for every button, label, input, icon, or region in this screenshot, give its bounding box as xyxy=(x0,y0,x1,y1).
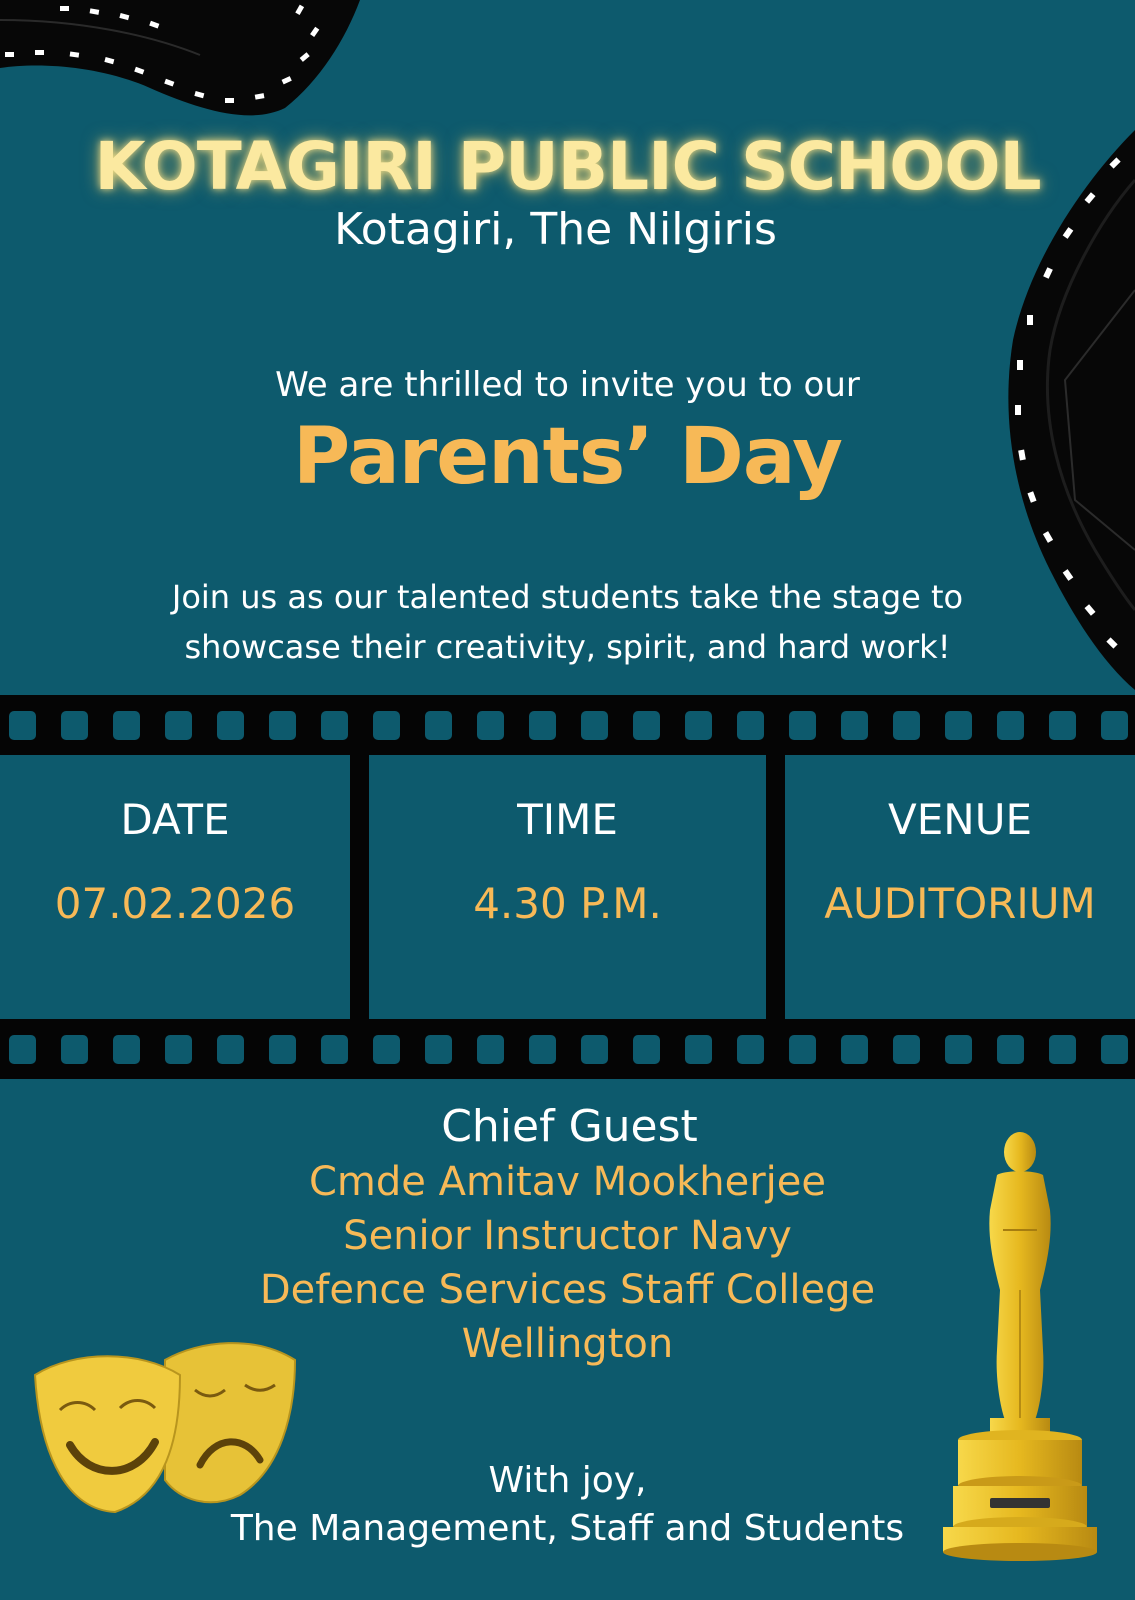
chief-guest-institution: Defence Services Staff College xyxy=(259,1267,876,1313)
venue-label: VENUE xyxy=(888,795,1032,844)
film-perforation xyxy=(737,1035,764,1064)
film-perforation xyxy=(893,1035,920,1064)
time-value: 4.30 P.M. xyxy=(473,879,662,928)
perforation-row-top xyxy=(0,695,1135,755)
film-perforation xyxy=(685,1035,712,1064)
film-perforation xyxy=(61,1035,88,1064)
film-perforation xyxy=(945,1035,972,1064)
detail-frame-time xyxy=(369,755,766,1019)
event-title: Parents’ Day xyxy=(293,412,842,502)
chief-guest-name: Cmde Amitav Mookherjee xyxy=(309,1159,826,1205)
film-perforation xyxy=(685,711,712,740)
film-perforation xyxy=(373,711,400,740)
film-perforation xyxy=(737,711,764,740)
film-perforation xyxy=(997,1035,1024,1064)
film-perforation xyxy=(217,711,244,740)
film-perforation xyxy=(529,1035,556,1064)
film-perforation xyxy=(425,1035,452,1064)
closing-greeting: With joy, xyxy=(488,1460,647,1501)
film-perforation xyxy=(1049,1035,1076,1064)
film-perforation xyxy=(477,1035,504,1064)
theatre-masks-icon xyxy=(30,1330,300,1520)
film-perforation xyxy=(893,711,920,740)
film-perforation xyxy=(789,1035,816,1064)
film-perforation xyxy=(633,1035,660,1064)
film-reel-top-left xyxy=(0,0,380,125)
chief-guest-place: Wellington xyxy=(461,1321,674,1367)
film-perforation xyxy=(1101,1035,1128,1064)
description-line-1: Join us as our talented students take the stage to xyxy=(171,578,964,616)
perforation-row-bottom xyxy=(0,1019,1135,1079)
film-perforation xyxy=(269,711,296,740)
detail-frame-date xyxy=(0,755,350,1019)
film-perforation xyxy=(321,1035,348,1064)
film-perforation xyxy=(9,1035,36,1064)
film-perforation xyxy=(373,1035,400,1064)
description-line-2: showcase their creativity, spirit, and hard work! xyxy=(184,628,951,666)
film-perforation xyxy=(61,711,88,740)
chief-guest-title: Senior Instructor Navy xyxy=(343,1213,792,1259)
invite-intro: We are thrilled to invite you to our xyxy=(275,365,860,405)
closing-signature: The Management, Staff and Students xyxy=(230,1508,905,1549)
film-perforation xyxy=(113,711,140,740)
film-perforation xyxy=(789,711,816,740)
date-value: 07.02.2026 xyxy=(54,879,296,928)
film-perforation xyxy=(633,711,660,740)
film-perforation xyxy=(997,711,1024,740)
film-perforation xyxy=(945,711,972,740)
film-perforation xyxy=(581,1035,608,1064)
film-perforation xyxy=(165,1035,192,1064)
film-perforation xyxy=(1049,711,1076,740)
date-label: DATE xyxy=(120,795,230,844)
film-perforation xyxy=(217,1035,244,1064)
event-description xyxy=(0,572,1135,672)
film-perforation xyxy=(477,711,504,740)
film-perforation xyxy=(529,711,556,740)
award-trophy-icon xyxy=(935,1130,1105,1570)
film-perforation xyxy=(113,1035,140,1064)
school-name: KOTAGIRI PUBLIC SCHOOL xyxy=(94,128,1041,205)
film-strip-details xyxy=(0,695,1135,1079)
venue-value: AUDITORIUM xyxy=(824,879,1096,928)
film-perforation xyxy=(581,711,608,740)
film-perforation xyxy=(165,711,192,740)
film-perforation xyxy=(841,1035,868,1064)
film-perforation xyxy=(9,711,36,740)
film-perforation xyxy=(269,1035,296,1064)
film-perforation xyxy=(321,711,348,740)
film-perforation xyxy=(841,711,868,740)
time-label: TIME xyxy=(517,795,618,844)
school-location: Kotagiri, The Nilgiris xyxy=(334,204,777,255)
film-perforation xyxy=(1101,711,1128,740)
chief-guest-heading: Chief Guest xyxy=(441,1101,698,1152)
film-perforation xyxy=(425,711,452,740)
detail-frame-venue xyxy=(785,755,1135,1019)
